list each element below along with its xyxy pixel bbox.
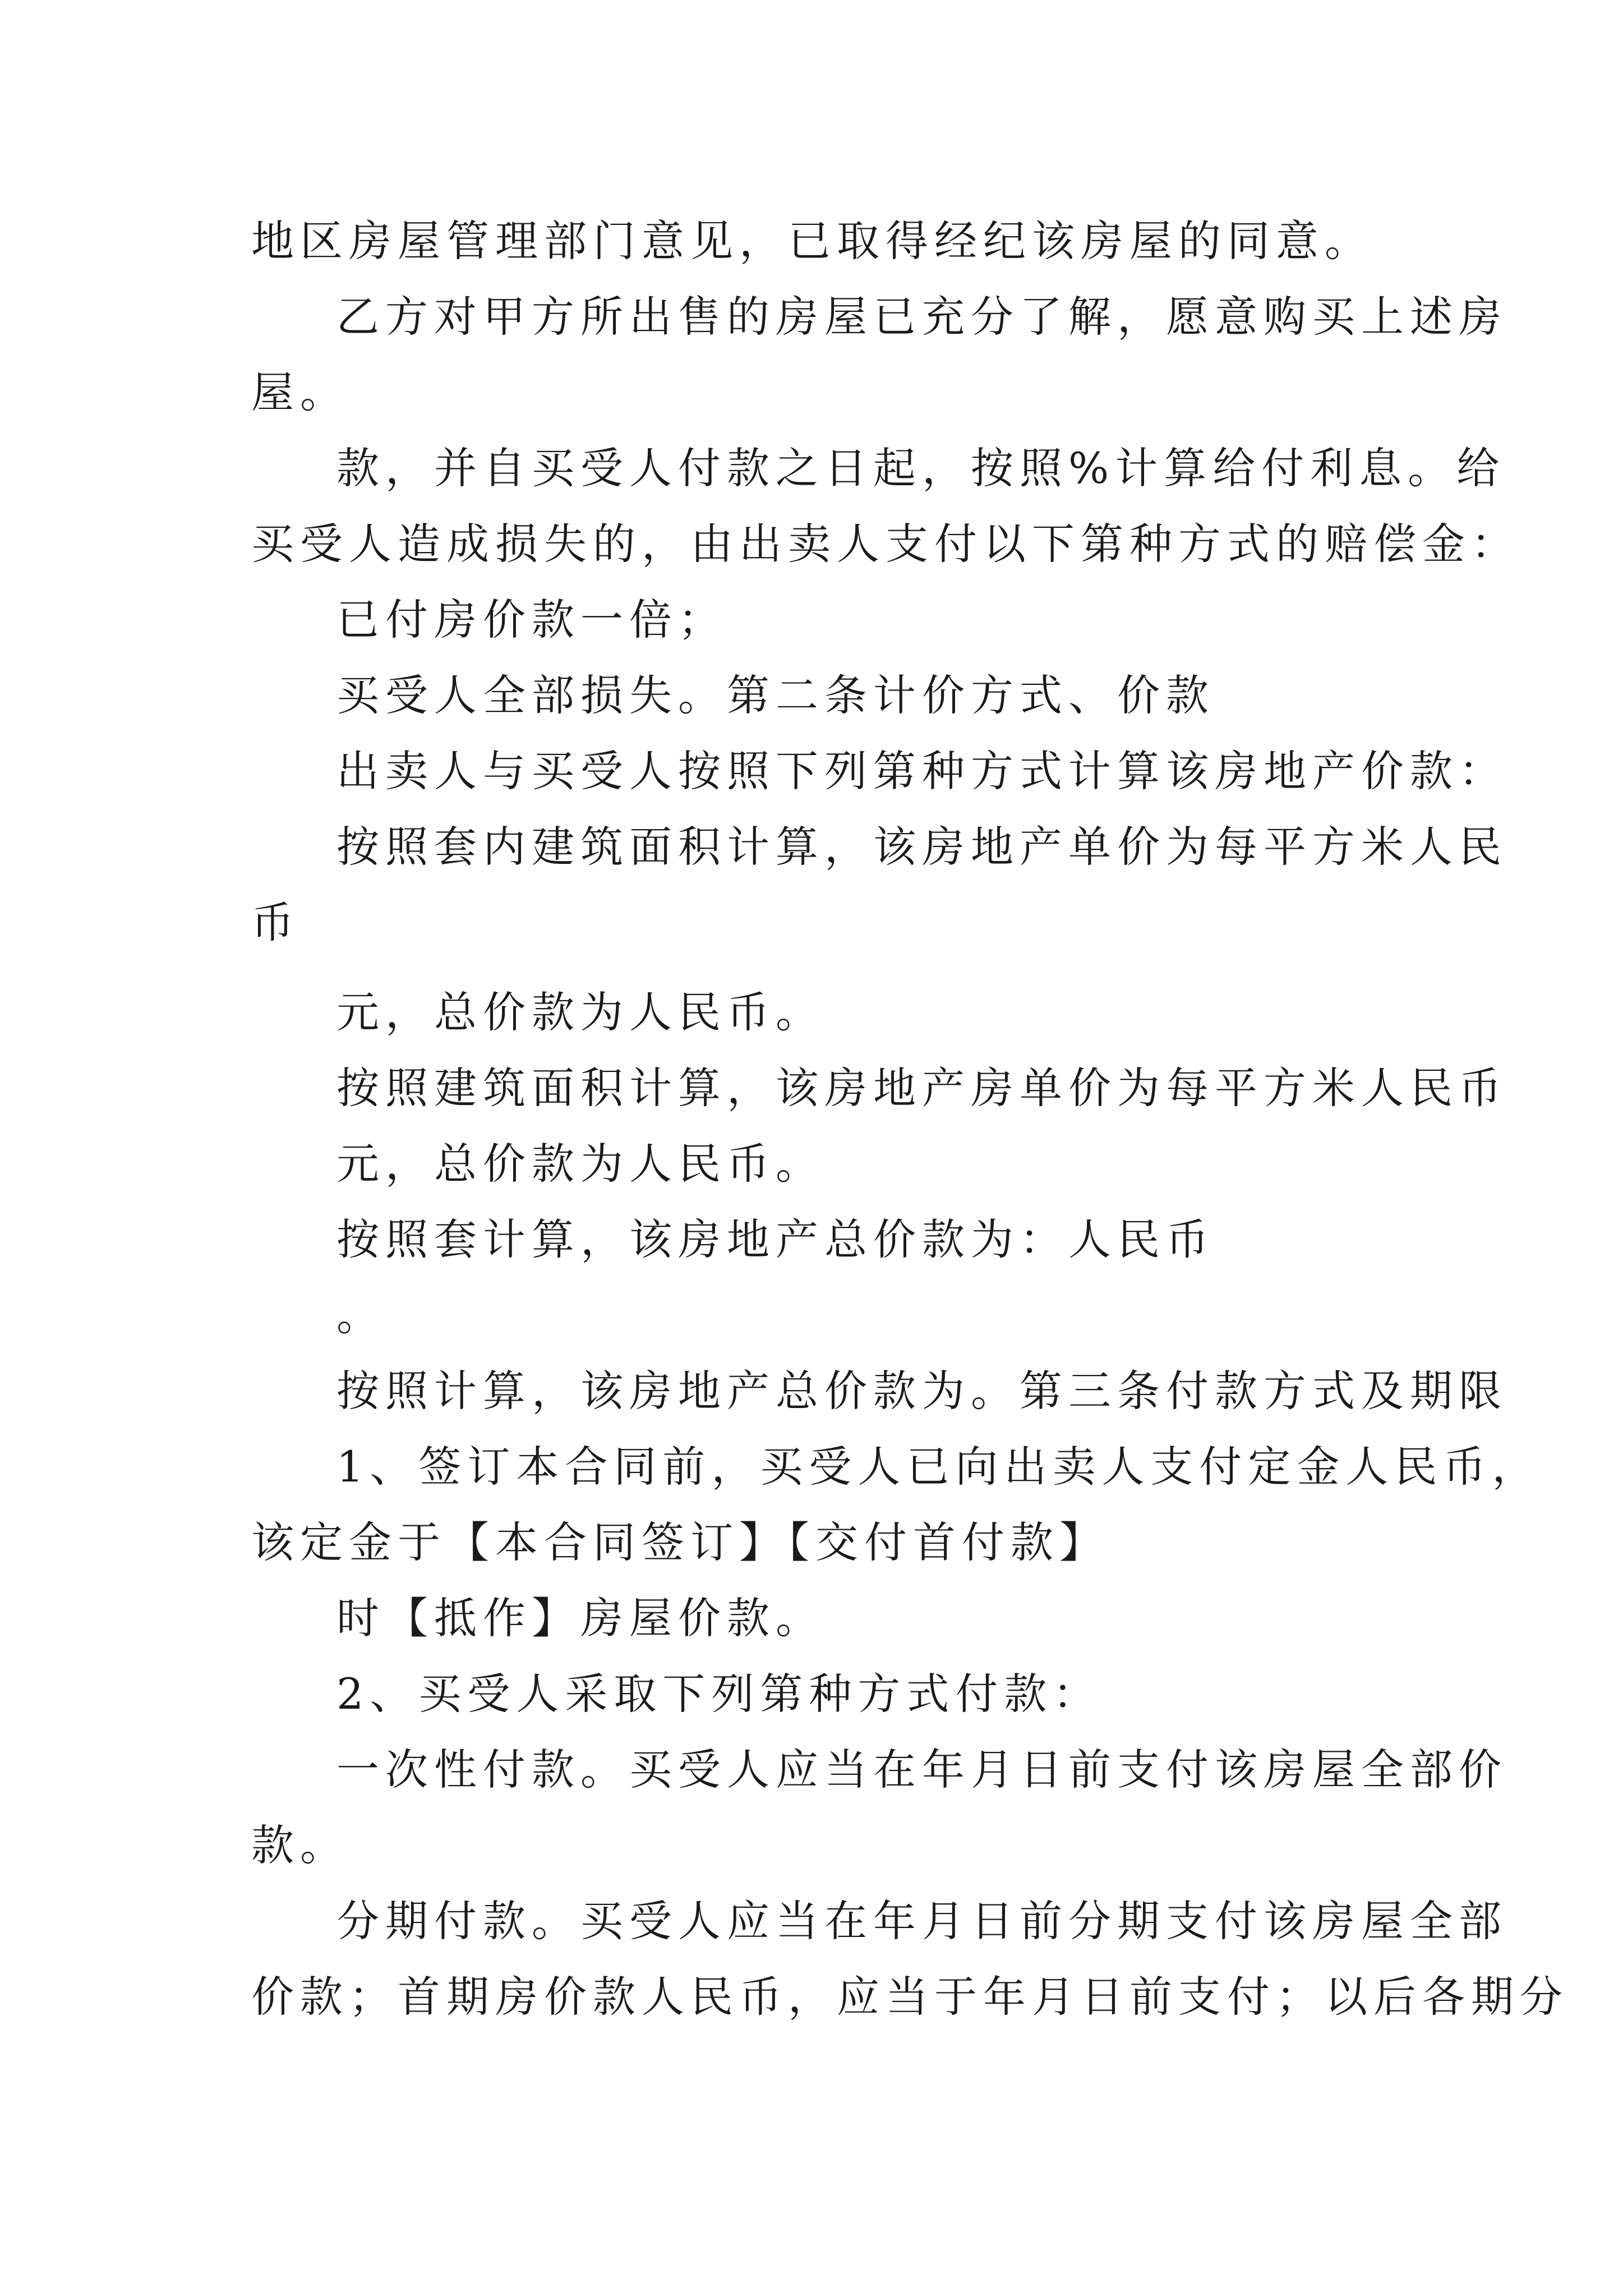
paragraph-line: 买受人全部损失。第二条计价方式、价款 [336, 670, 1215, 720]
paragraph-line: 2、买受人采取下列第种方式付款： [336, 1669, 1102, 1719]
paragraph-line: 出卖人与买受人按照下列第种方式计算该房地产价款： [336, 746, 1507, 796]
paragraph-line: 地区房屋管理部门意见，已取得经纪该房屋的同意。 [251, 216, 1373, 266]
paragraph-line: 款，并自买受人付款之日起，按照%计算给付利息。给 [336, 443, 1506, 493]
paragraph-line: 屋。 [251, 367, 349, 417]
paragraph-line: 按照计算，该房地产总价款为。第三条付款方式及期限 [336, 1366, 1507, 1416]
paragraph-line: 已付房价款一倍； [336, 595, 727, 645]
paragraph-line: 该定金于【本合同签订】【交付首付款】 [251, 1517, 1108, 1567]
paragraph-line: 币 [251, 898, 300, 947]
paragraph-line: 按照套内建筑面积计算，该房地产单价为每平方米人民 [336, 822, 1507, 872]
paragraph-line: 时【抵作】房屋价款。 [336, 1593, 824, 1643]
paragraph-line: 元，总价款为人民币。 [336, 1139, 824, 1189]
paragraph-line: 款。 [251, 1820, 349, 1870]
paragraph-line: 一次性付款。买受人应当在年月日前支付该房屋全部价 [336, 1745, 1507, 1795]
paragraph-line: 乙方对甲方所出售的房屋已充分了解，愿意购买上述房 [336, 292, 1507, 342]
paragraph-line: 分期付款。买受人应当在年月日前分期支付该房屋全部 [336, 1896, 1507, 1946]
paragraph-line: 。 [336, 1290, 385, 1340]
paragraph-line: 1、签订本合同前，买受人已向出卖人支付定金人民币， [336, 1442, 1541, 1492]
paragraph-line: 买受人造成损失的，由出卖人支付以下第种方式的赔偿金： [251, 519, 1520, 569]
paragraph-line: 元，总价款为人民币。 [336, 987, 824, 1037]
paragraph-line: 按照建筑面积计算，该房地产房单价为每平方米人民币 [336, 1063, 1507, 1113]
paragraph-line: 按照套计算，该房地产总价款为：人民币 [336, 1214, 1215, 1264]
paragraph-line: 价款；首期房价款人民币，应当于年月日前支付；以后各期分 [251, 1972, 1569, 2022]
